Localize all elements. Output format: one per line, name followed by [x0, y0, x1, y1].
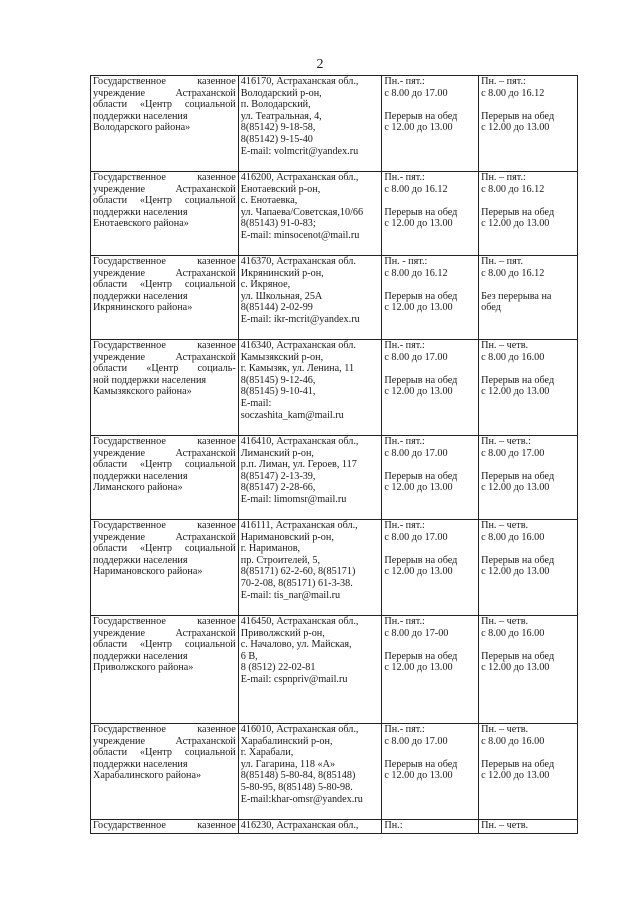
work-time: с 8.00 до 16.00 — [481, 351, 545, 363]
institution-name-line: Государственное казенное — [93, 616, 236, 627]
address-line: E-mail: volmcrit@yandex.ru — [240, 145, 359, 157]
institution-name-line: области «Центр социальной — [93, 279, 236, 291]
address-line: Наримановский р-он, — [240, 531, 334, 543]
address-line: 8(85171) 62-2-60, 8(85171) — [240, 566, 356, 578]
institution-name-line: Лиманского района» — [93, 482, 183, 494]
address-line: 8(85147) 2-13-39, — [240, 470, 316, 482]
institution-name-line: Камызякского района» — [93, 386, 192, 398]
address-line: 416340, Астраханская обл. — [240, 340, 356, 351]
institution-name-line: поддержки населения — [93, 290, 188, 302]
work-days: Пн. – пят. — [481, 256, 524, 267]
address-line: 8(85142) 9-18-58, — [240, 122, 316, 134]
schedule-alt-cell — [479, 520, 578, 616]
address-line: soczashita_kam@mail.ru — [240, 409, 344, 421]
address-cell — [238, 820, 382, 834]
address-cell — [238, 520, 382, 616]
lunch-break-time: с 12.00 до 13.00 — [481, 662, 550, 674]
address-line: 416010, Астраханская обл., — [240, 724, 359, 735]
work-days: Пн.: — [384, 820, 403, 831]
work-days: Пн.- пят.: — [384, 172, 425, 183]
address-line: пр. Строителей, 5, — [240, 554, 321, 566]
institution-name-line: поддержки населения — [93, 206, 188, 218]
lunch-break-time: обед — [481, 302, 501, 314]
institution-name-line: учреждение Астраханской — [93, 447, 236, 459]
address-line: с. Икряное, — [240, 279, 291, 291]
schedule-cell — [382, 256, 479, 340]
institution-name-cell — [91, 76, 239, 172]
lunch-break-label: Перерыв на обед — [384, 650, 458, 662]
address-line: 8(85143) 91-0-83; — [240, 218, 316, 230]
work-days: Пн. - пят.: — [384, 256, 428, 267]
institution-name-line: Государственное казенное — [93, 172, 236, 183]
lunch-break-label: Перерыв на обед — [481, 206, 555, 218]
institution-name-line: Енотаевского района» — [93, 218, 189, 230]
institution-name-line: области «Центр социальной — [93, 195, 236, 207]
lunch-break-time: с 12.00 до 13.00 — [384, 662, 453, 674]
address-line: E-mail: ikr-mcrit@yandex.ru — [240, 313, 360, 325]
schedule-cell — [382, 820, 479, 834]
work-days: Пн. – четв. — [481, 724, 529, 735]
schedule-alt-cell — [479, 616, 578, 724]
institution-name-line: Икрянинского района» — [93, 302, 193, 314]
institution-name-line: Харабалинского района» — [93, 770, 202, 782]
lunch-break-time: с 12.00 до 13.00 — [481, 482, 550, 494]
table-row — [91, 520, 578, 616]
address-line: с. Енотаевка, — [240, 195, 298, 207]
work-days: Пн.- пят.: — [384, 616, 425, 627]
lunch-break-time: с 12.00 до 13.00 — [384, 302, 453, 314]
work-time: с 8.00 до 17.00 — [384, 351, 448, 363]
work-time: с 8.00 до 17.00 — [384, 87, 448, 99]
institution-name-cell — [91, 724, 239, 820]
lunch-break-label: Перерыв на обед — [384, 290, 458, 302]
address-line: 8(85148) 5-80-84, 8(85148) — [240, 770, 356, 782]
institution-name-cell — [91, 616, 239, 724]
table-row — [91, 616, 578, 724]
address-line: 8(85145) 9-12-46, — [240, 374, 316, 386]
work-time: с 8.00 до 16.12 — [481, 267, 545, 279]
institution-name-cell — [91, 340, 239, 436]
institution-name-line: Государственное казенное — [93, 76, 236, 87]
lunch-break-label: Перерыв на обед — [384, 758, 458, 770]
address-line: 416200, Астраханская обл., — [240, 172, 359, 183]
address-line: E-mail: minsocenot@mail.ru — [240, 229, 360, 241]
work-days: Пн. – четв. — [481, 340, 529, 351]
institution-name-line: области «Центр социальной — [93, 459, 236, 471]
institution-name-line: учреждение Астраханской — [93, 183, 236, 195]
lunch-break-label: Перерыв на обед — [384, 470, 458, 482]
address-line: г. Харабали, — [240, 747, 294, 759]
work-days: Пн.- пят.: — [384, 76, 425, 87]
address-line: 8(85142) 9-15-40 — [240, 133, 313, 145]
schedule-cell — [382, 76, 479, 172]
work-days: Пн. – четв.: — [481, 436, 531, 447]
address-line: 416230, Астраханская обл., — [240, 820, 359, 831]
institution-name-line: учреждение Астраханской — [93, 531, 236, 543]
work-days: Пн. – четв. — [481, 520, 529, 531]
address-line: 416410, Астраханская обл., — [240, 436, 359, 447]
schedule-alt-cell — [479, 820, 578, 834]
institution-name-line: области «Центр социальной — [93, 543, 236, 555]
institution-name-line: Государственное казенное — [93, 520, 236, 531]
institution-name-line: учреждение Астраханской — [93, 735, 236, 747]
lunch-break-time: с 12.00 до 13.00 — [481, 386, 550, 398]
address-line: E-mail:khar-omsr@yandex.ru — [240, 793, 363, 805]
schedule-alt-cell — [479, 256, 578, 340]
address-line: Лиманский р-он, — [240, 447, 314, 459]
institution-name-line: области «Центр социальной — [93, 99, 236, 111]
page-number: 2 — [316, 57, 324, 72]
work-days: Пн. – пят.: — [481, 172, 526, 183]
lunch-break-time: с 12.00 до 13.00 — [384, 566, 453, 578]
lunch-break-label: Перерыв на обед — [384, 206, 458, 218]
institution-name-line: поддержки населения — [93, 110, 188, 122]
institution-name-line: Государственное казенное — [93, 820, 236, 831]
address-line: E-mail: cspnpriv@mail.ru — [240, 673, 348, 685]
schedule-cell — [382, 520, 479, 616]
address-line: Икрянинский р-он, — [240, 267, 324, 279]
institution-name-line: области «Центр социаль- — [93, 363, 236, 375]
schedule-cell — [382, 172, 479, 256]
institution-name-cell — [91, 256, 239, 340]
schedule-cell — [382, 616, 479, 724]
table-row — [91, 76, 578, 172]
address-line: 8(85144) 2-02-99 — [240, 302, 313, 314]
institution-name-cell — [91, 436, 239, 520]
schedule-alt-cell — [479, 436, 578, 520]
table-row — [91, 436, 578, 520]
institution-name-line: ной поддержки населения — [93, 374, 207, 386]
institution-name-line: поддержки населения — [93, 650, 188, 662]
institutions-table — [90, 75, 578, 834]
address-line: 8 (8512) 22-02-81 — [240, 662, 316, 674]
institution-name-cell — [91, 172, 239, 256]
schedule-cell — [382, 724, 479, 820]
lunch-break-label: Перерыв на обед — [384, 374, 458, 386]
work-time: с 8.00 до 16.12 — [384, 267, 448, 279]
work-days: Пн. – четв. — [481, 616, 529, 627]
lunch-break-time: с 12.00 до 13.00 — [384, 386, 453, 398]
work-time: с 8.00 до 16.12 — [481, 183, 545, 195]
work-days: Пн.- пят.: — [384, 724, 425, 735]
address-line: 416170, Астраханская обл., — [240, 76, 359, 87]
schedule-alt-cell — [479, 340, 578, 436]
schedule-alt-cell — [479, 172, 578, 256]
institution-name-line: Государственное казенное — [93, 436, 236, 447]
lunch-break-label: Перерыв на обед — [384, 110, 458, 122]
institution-name-line: Государственное казенное — [93, 256, 236, 267]
institution-name-line: области «Центр социальной — [93, 747, 236, 759]
table-row — [91, 724, 578, 820]
work-time: с 8.00 до 16.00 — [481, 627, 545, 639]
address-line: ул. Гагарина, 118 «А» — [240, 758, 336, 770]
institution-name-cell — [91, 520, 239, 616]
address-line: ул. Школьная, 25А — [240, 290, 323, 302]
table-body — [91, 76, 578, 834]
schedule-alt-cell — [479, 76, 578, 172]
schedule-alt-cell — [479, 724, 578, 820]
address-cell — [238, 616, 382, 724]
address-cell — [238, 256, 382, 340]
work-days: Пн.- пят.: — [384, 436, 425, 447]
lunch-break-time: с 12.00 до 13.00 — [384, 218, 453, 230]
work-days: Пн.- пят.: — [384, 340, 425, 351]
work-days: Пн. – пят.: — [481, 76, 526, 87]
table-row — [91, 256, 578, 340]
lunch-break-label: Перерыв на обед — [481, 758, 555, 770]
work-time: с 8.00 до 16.12 — [481, 87, 545, 99]
work-time: с 8.00 до 17-00 — [384, 627, 449, 639]
institution-name-line: поддержки населения — [93, 554, 188, 566]
lunch-break-label: Перерыв на обед — [481, 554, 555, 566]
lunch-break-time: с 12.00 до 13.00 — [384, 122, 453, 134]
address-cell — [238, 340, 382, 436]
lunch-break-label: Перерыв на обед — [481, 650, 555, 662]
schedule-cell — [382, 436, 479, 520]
address-line: 6 В, — [240, 650, 258, 662]
institution-name-line: Государственное казенное — [93, 724, 236, 735]
institution-name-line: поддержки населения — [93, 758, 188, 770]
address-cell — [238, 76, 382, 172]
address-line: с. Началово, ул. Майская, — [240, 639, 352, 651]
lunch-break-time: с 12.00 до 13.00 — [384, 482, 453, 494]
address-line: 416450, Астраханская обл., — [240, 616, 359, 627]
work-time: с 8.00 до 16.12 — [384, 183, 448, 195]
address-cell — [238, 172, 382, 256]
table-row — [91, 820, 578, 834]
institution-name-cell — [91, 820, 239, 834]
address-line: E-mail: limomsr@mail.ru — [240, 493, 347, 505]
schedule-cell — [382, 340, 479, 436]
institution-name-line: поддержки населения — [93, 470, 188, 482]
address-line: ул. Театральная, 4, — [240, 110, 322, 122]
lunch-break-time: с 12.00 до 13.00 — [384, 770, 453, 782]
institution-name-line: учреждение Астраханской — [93, 87, 236, 99]
address-line: ул. Чапаева/Советская,10/66 — [240, 206, 364, 218]
address-line: 70-2-08, 8(85171) 61-3-38. — [240, 577, 353, 589]
address-line: E-mail: tis_nar@mail.ru — [240, 589, 341, 601]
institution-name-line: учреждение Астраханской — [93, 351, 236, 363]
address-line: 416111, Астраханская обл., — [240, 520, 358, 531]
institution-name-line: учреждение Астраханской — [93, 267, 236, 279]
address-line: п. Володарский, — [240, 99, 311, 111]
address-cell — [238, 436, 382, 520]
address-line: 8(85145) 9-10-41, — [240, 386, 316, 398]
lunch-break-label: Перерыв на обед — [481, 374, 555, 386]
work-time: с 8.00 до 17.00 — [481, 447, 545, 459]
address-line: E-mail: — [240, 397, 272, 409]
work-time: с 8.00 до 16.00 — [481, 531, 545, 543]
institution-name-line: Володарского района» — [93, 122, 191, 134]
lunch-break-time: с 12.00 до 13.00 — [481, 218, 550, 230]
work-days: Пн. – четв. — [481, 820, 529, 831]
institution-name-line: Приволжского района» — [93, 662, 194, 674]
lunch-break-time: с 12.00 до 13.00 — [481, 566, 550, 578]
work-time: с 8.00 до 17.00 — [384, 531, 448, 543]
address-line: Енотаевский р-он, — [240, 183, 321, 195]
work-time: с 8.00 до 16.00 — [481, 735, 545, 747]
address-line: Камызякский р-он, — [240, 351, 324, 363]
address-line: р.п. Лиман, ул. Героев, 117 — [240, 459, 357, 471]
address-line: Приволжский р-он, — [240, 627, 325, 639]
lunch-break-label: Без перерыва на — [481, 290, 552, 302]
institution-name-line: области «Центр социальной — [93, 639, 236, 651]
address-line: 5-80-95, 8(85148) 5-80-98. — [240, 781, 353, 793]
institution-name-line: Наримановского района» — [93, 566, 203, 578]
work-time: с 8.00 до 17.00 — [384, 447, 448, 459]
lunch-break-time: с 12.00 до 13.00 — [481, 122, 550, 134]
table-row — [91, 172, 578, 256]
address-cell — [238, 724, 382, 820]
address-line: Володарский р-он, — [240, 87, 322, 99]
institution-name-line: учреждение Астраханской — [93, 627, 236, 639]
lunch-break-time: с 12.00 до 13.00 — [481, 770, 550, 782]
work-days: Пн.- пят.: — [384, 520, 425, 531]
lunch-break-label: Перерыв на обед — [384, 554, 458, 566]
address-line: г. Камызяк, ул. Ленина, 11 — [240, 363, 355, 375]
address-line: г. Нариманов, — [240, 543, 301, 555]
address-line: 416370, Астраханская обл. — [240, 256, 356, 267]
address-line: Харабалинский р-он, — [240, 735, 333, 747]
work-time: с 8.00 до 17.00 — [384, 735, 448, 747]
institution-name-line: Государственное казенное — [93, 340, 236, 351]
lunch-break-label: Перерыв на обед — [481, 470, 555, 482]
table-row — [91, 340, 578, 436]
address-line: 8(85147) 2-28-66, — [240, 482, 316, 494]
lunch-break-label: Перерыв на обед — [481, 110, 555, 122]
